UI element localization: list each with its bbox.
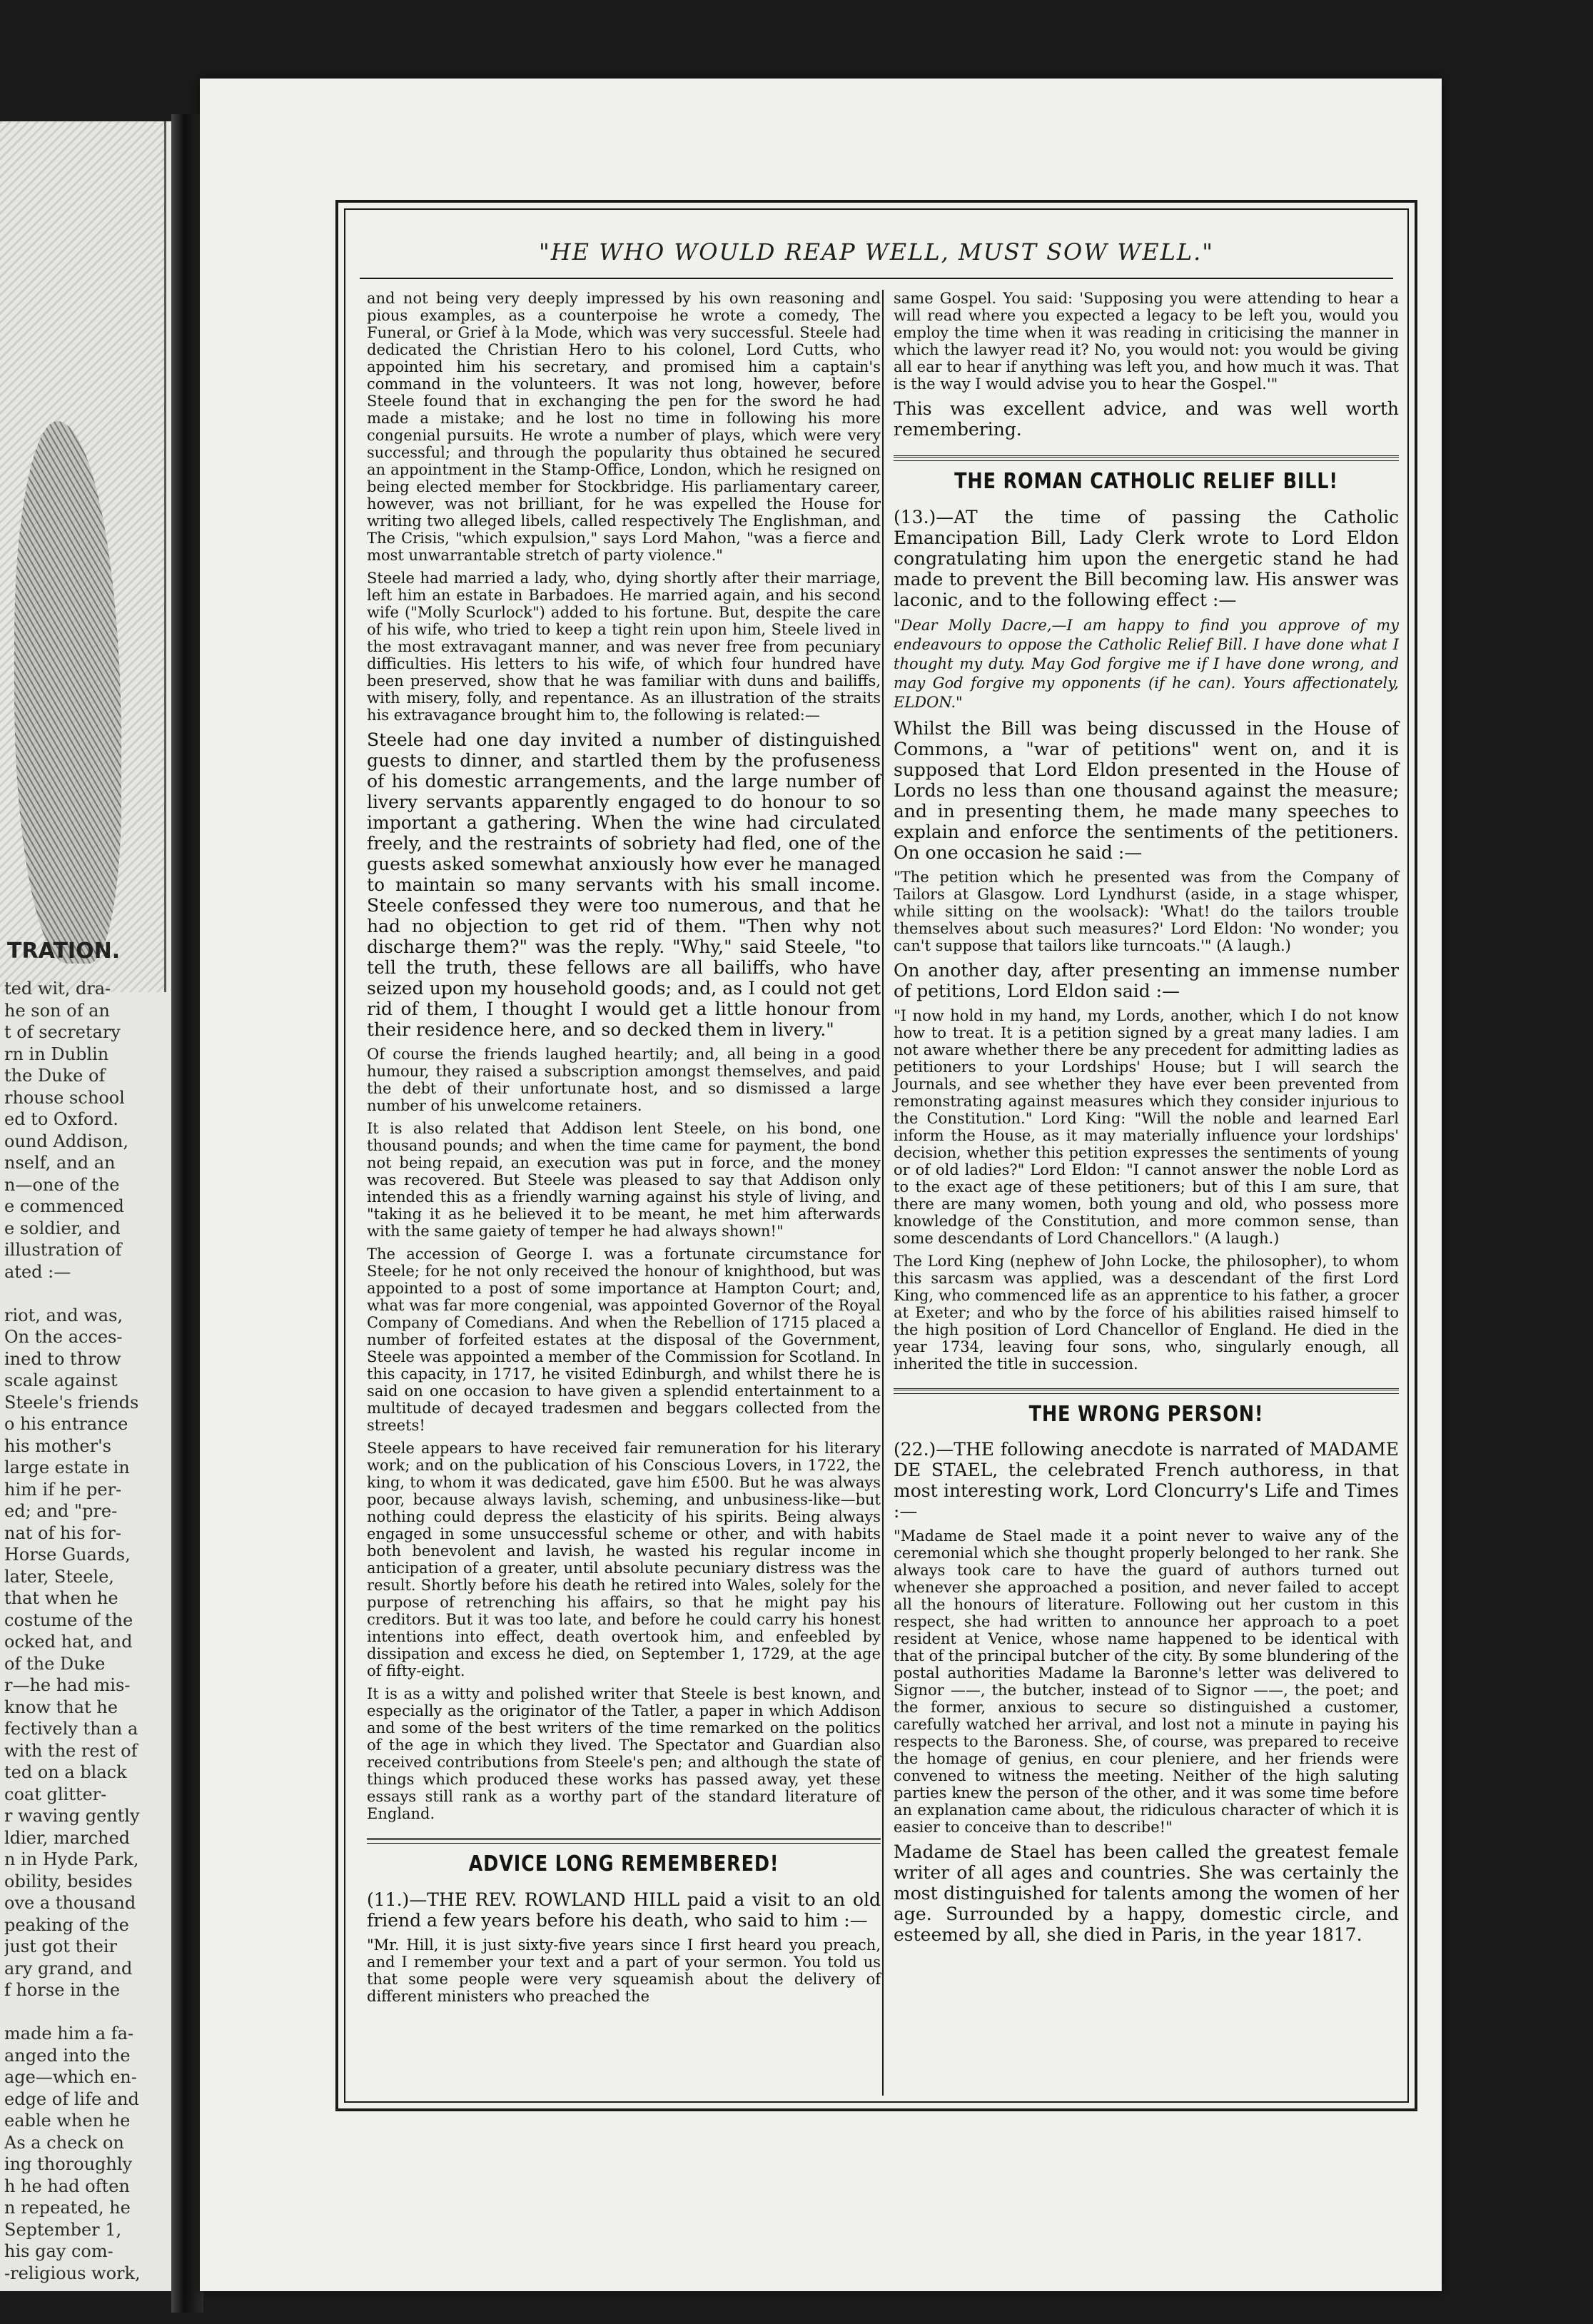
advice-conclusion: This was excellent advice, and was well worth remembering. [894,398,1399,440]
book-gutter [171,114,203,2313]
tailors-quote: "The petition which he presented was from the Company of Tailors at Glasgow. Lord Lyndhurst (aside, in a stage whisper, while sitting on the woolsack): 'What! do the tailors trouble themselves about such measures?' Lord Eldon: 'No wonder; you can't suppose that tailors like turncoats.'" (A laugh.) [894,868,1399,954]
steele-paragraph-1: and not being very deeply impressed by his own reasoning and pious examples, as a counterpoise he wrote a comedy, The Funeral, or Grief à la Mode, which was very successful. Steele had dedicated the Christian Hero to his colonel, Lord Cutts, who appointed him his secretary, and promised him a captain's command in the volunteers. It was not long, however, before Steele found that in exchanging the pen for the sword he had made a mistake; and he lost no time in following his more congenial pursuits. He wrote a number of plays, which were very successful; and through the popularity thus obtained he secured an appointment in the Stamp-Office, London, which he resigned on being elected member for Stockbridge. His parliamentary career, however, was not brilliant, for he was expelled the House for writing two alleged libels, called respectively The Englishman, and The Crisis, "which expulsion," says Lord Mahon, "was a fierce and most unwarrantable stretch of party violence." [367,290,881,564]
figure-engraving [14,421,121,964]
page-frame-inner [344,208,1409,2103]
relief-paragraph-2: Whilst the Bill was being discussed in the House of Commons, a "war of petitions" went on, and it is supposed that Lord Eldon presented in the House of Lords no less than one thousand against the measure; and in presenting them, he made many speeches to explain and enforce the sentiments of the petitioners. On one occasion he said :— [894,717,1399,863]
relief-bill-title: THE ROMAN CATHOLIC RELIEF BILL! [954,469,1338,494]
section-rule [367,1838,881,1844]
advice-paragraph-1: (11.)—THE REV. ROWLAND HILL paid a visit to an old friend a few years before his death, who said to him :— [367,1889,881,1931]
page-frame [335,200,1417,2111]
section-rule [894,1388,1399,1394]
advice-continuation: same Gospel. You said: 'Supposing you were attending to hear a will read where you expected a legacy to be left you, would you employ the time when it was reading in criticising the manner in which the lawyer read it? No, you would not: you would be giving all ear to hear if anything was left you, and how much it was. That is the way I would advise you to hear the Gospel.'" [894,290,1399,393]
wrong-person-title: THE WRONG PERSON! [1028,1401,1264,1427]
advice-title: ADVICE LONG REMEMBERED! [468,1851,779,1876]
advice-paragraph-2: "Mr. Hill, it is just sixty-five years since I first heard you preach, and I remember your text and a part of your sermon. You told us that some people were very squeamish about the delivery of different ministers who preached the [367,1936,881,2005]
section-rule [894,455,1399,461]
wrong-person-conclusion: Madame de Stael has been called the greatest female writer of all ages and countries. She was certainly the most distinguished for talents among the women of her age. Surrounded by a happy, domestic circle, and esteemed by all, she died in Paris, in the year 1817. [894,1841,1399,1946]
left-page-text: ted wit, dra- he son of an t of secretary rn in Dublin the Duke of rhouse school ed to Oxford. ound Addison, nself, and an n—one of the e commenced e soldier, and illustration of ated :— riot, and was, On the acces- ined to throw scale against Steele's friends o his entrance his mother's large estate in him if he per- ed; and "pre- nat of his for- Horse Guards, later, Steele, that when he costume of the ocked hat, and of the Duke r—he had mis- know that he fectively than a with the rest of ted on a black coat glitter- r waving gently ldier, marched n in Hyde Park, obility, besides ove a thousand peaking of the just got their ary grand, and f horse in the made him a fa- anged into the age—which en- edge of life and eable when he As a check on ing thoroughly h he had often n repeated, he September 1, his gay com- -religious work, [4,979,141,2283]
steele-paragraph-3: Steele had one day invited a number of distinguished guests to dinner, and startled them by the profuseness of his domestic arrangements, and the large number of livery servants apparently engaged to do honour to so important a gathering. When the wine had circulated freely, and the restraints of sobriety had fled, one of the guests asked somewhat anxiously how ever he managed to maintain so many servants with his small income. Steele confessed they were too numerous, and that he had no objection to get rid of them. "Then why not discharge them?" was the reply. "Why," said Steele, "to tell the truth, these fellows are all bailiffs, who have seized upon my household goods; and, as I could not get rid of them, I thought I would get a little honour from their residence here, and so decked them in livery." [367,729,881,1040]
steele-paragraph-8: It is as a witty and polished writer that Steele is best known, and especially as the originator of the Tatler, a paper in which Addison and some of the best writers of the time remarked on the politics of the age in which they lived. The Spectator and Guardian also received contributions from Steele's pen; and although the state of things which produced these works has passed away, yet these essays still rank as a worthy part of the standard literature of England. [367,1685,881,1822]
motto-rule [360,278,1393,279]
eldon-letter: "Dear Molly Dacre,—I am happy to find you approve of my endeavours to oppose the Catholic Relief Bill. I have done what I thought my duty. May God forgive me if I have done wrong, and may God forgive my opponents (if he can). Yours affectionately, ELDON." [894,616,1399,711]
current-page [200,79,1442,2291]
steele-paragraph-6: The accession of George I. was a fortunate circumstance for Steele; for he not only received the honour of knighthood, but was appointed to a post of some importance at Hampton Court; and, what was far more congenial, was appointed Governor of the Royal Company of Comedians. And when the Rebellion of 1715 placed a number of forfeited estates at the disposal of the Government, Steele was appointed a member of the Commission for Scotland. In this capacity, in 1717, he visited Edinburgh, and whilst there he is said on one occasion to have given a splendid entertainment to a multitude of decayed tradesmen and beggars collected from the streets! [367,1246,881,1434]
page-motto: "HE WHO WOULD REAP WELL, MUST SOW WELL." [539,238,1214,266]
steele-paragraph-4: Of course the friends laughed heartily; and, all being in a good humour, they raised a subscription amongst themselves, and paid the debt of their unfortunate host, and so dismissed a large number of his unwelcome retainers. [367,1046,881,1114]
engraving-illustration [0,121,166,992]
relief-paragraph-3: On another day, after presenting an immense number of petitions, Lord Eldon said :— [894,959,1399,1001]
column-divider [882,290,884,2096]
steele-paragraph-5: It is also related that Addison lent Steele, on his bond, one thousand pounds; and when the time came for payment, the bond not being repaid, an execution was put in force, and the money was recovered. But Steele was pleased to say that Addison only intended this as a friendly warning against his style of living, and "taking it as he believed it to be meant, he met him afterwards with the same gaiety of temper he had always shown!" [367,1120,881,1240]
left-column [367,290,881,2011]
right-column [894,290,1399,1951]
steele-paragraph-7: Steele appears to have received fair remuneration for his literary work; and on the publication of his Conscious Lovers, in 1722, the king, to whom it was dedicated, gave him £500. But he was always poor, because always lavish, scheming, and unbusiness-like—but nothing could depress the elasticity of his spirits. Being always engaged in some unsuccessful scheme or other, and with habits both benevolent and lavish, he wasted his regular income in anticipation of a greater, until absolute pecuniary distress was the result. Shortly before his death he retired into Wales, solely for the purpose of retrenching his affairs, so that he might pay his creditors. But it was too late, and before he could carry his honest intentions into effect, death overtook him, and enfeebled by dissipation and excess he died, on September 1, 1729, at the age of fifty-eight. [367,1440,881,1679]
ladies-petition-quote: "I now hold in my hand, my Lords, another, which I do not know how to treat. It is a petition signed by a great many ladies. I am not aware whether there be any precedent for admitting ladies as petitioners to your Lordships' House; but I will search the Journals, and see whether they have ever been prevented from remonstrating against measures which they consider injurious to the Constitution." Lord King: "Will the noble and learned Earl inform the House, as it may materially influence your lordships' decision, whether this petition expresses the sentiments of young or of old ladies?" Lord Eldon: "I cannot answer the noble Lord as to the exact age of these petitioners; but of this I am sure, that there are many women, both young and old, who possess more knowledge of the Constitution, and more common sense, than some descendants of Lord Chancellors." (A laugh.) [894,1006,1399,1247]
de-stael-anecdote: "Madame de Stael made it a point never to waive any of the ceremonial which she thought properly belonged to her rank. She always took care to have the guard of authors turned out whenever she approached a position, and never failed to accept all the honours of literature. Following out her custom in this respect, she had written to announce her approach to a poet resident at Venice, whose name happened to be identical with that of the principal butcher of the city. By some blundering of the postal authorities Madame la Baronne's letter was delivered to Signor ——, the butcher, instead of to Signor ——, the poet; and the former, anxious to secure so distinguished a customer, carefully watched her arrival, and lost not a minute in paying his respects to the Baroness. She, of course, was prepared to receive the homage of genius, en cour pleniere, and her friends were convened to witness the meeting. Neither of the high saluting parties knew the person of the other, and it was some time before an explanation came about, the ridiculous character of which it is easier to conceive than to describe!" [894,1527,1400,1837]
lord-king-note: The Lord King (nephew of John Locke, the philosopher), to whom this sarcasm was applied, was a descendant of the first Lord King, who commenced life as an apprentice to his father, a grocer at Exeter; and who by the force of his abilities raised himself to the high position of Lord Chancellor of England. He died in the year 1734, leaving four sons, who, singularly enough, all inherited the title in succession. [894,1252,1399,1373]
wrong-person-paragraph-1: (22.)—THE following anecdote is narrated of MADAME DE STAEL, the celebrated French authoress, in that most interesting work, Lord Cloncurry's Life and Times :— [894,1439,1399,1522]
relief-paragraph-1: (13.)—AT the time of passing the Catholic Emancipation Bill, Lady Clerk wrote to Lord Eldon congratulating him upon the energetic stand he had made to prevent the Bill becoming law. His answer was laconic, and to the following effect :— [894,506,1399,610]
steele-paragraph-2: Steele had married a lady, who, dying shortly after their marriage, left him an estate in Barbadoes. He married again, and his second wife ("Molly Scurlock") added to his fortune. But, despite the care of his wife, who tried to keep a tight rein upon him, Steele lived in the most extravagant manner, and was never free from pecuniary difficulties. His letters to his wife, of which four hundred have been preserved, show that he was familiar with duns and bailiffs, with misery, folly, and repentance. As an illustration of the straits his extravagance brought him to, the following is related:— [367,570,881,724]
left-page-heading: TRATION. [7,939,121,964]
previous-page [0,121,171,2291]
